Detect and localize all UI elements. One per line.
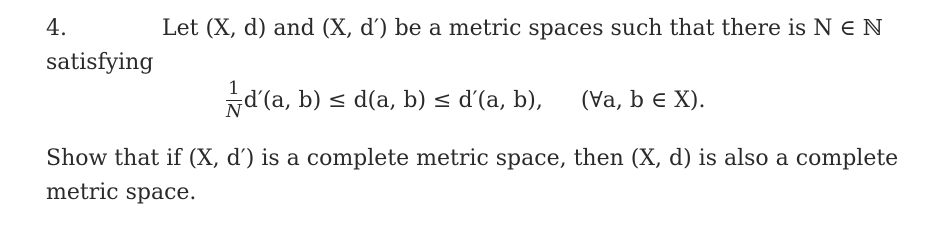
problem-number: 4. xyxy=(46,16,67,41)
fraction-numerator: 1 xyxy=(228,77,240,99)
problem-intro-continued: satisfying xyxy=(46,50,154,75)
inequality-expression: d′(a, b) ≤ d(a, b) ≤ d′(a, b), xyxy=(243,87,543,113)
task-line-1: Show that if (X, d′) is a complete metric space, then (X, d) is also a complete xyxy=(46,146,899,171)
fraction-denominator: N xyxy=(226,100,242,122)
fraction xyxy=(226,77,242,122)
task-line-2: metric space. xyxy=(46,180,197,205)
problem-intro: Let (X, d) and (X, d′) be a metric spaces such that there is N ∈ ℕ xyxy=(162,16,883,41)
inequality-quantifier: (∀a, b ∈ X). xyxy=(580,87,706,113)
inequality-display xyxy=(226,70,705,130)
